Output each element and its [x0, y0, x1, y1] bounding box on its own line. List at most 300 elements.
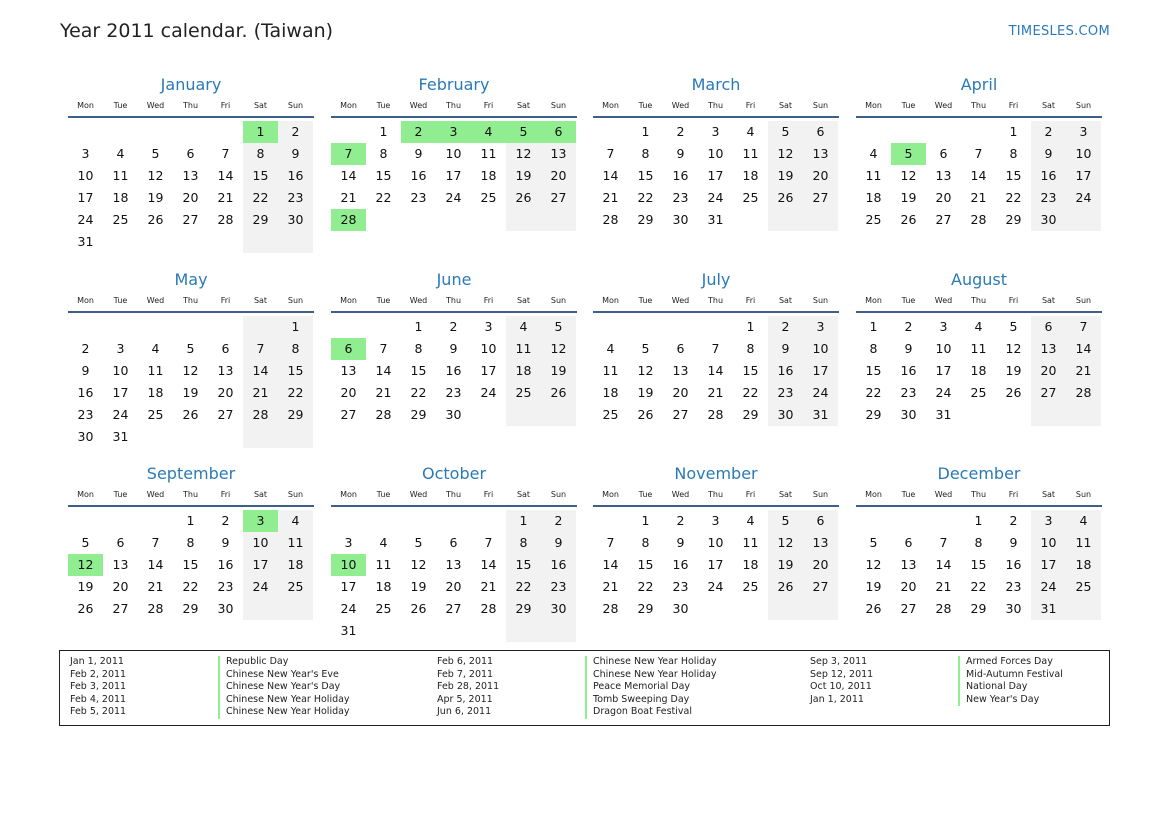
day-cell: 12	[541, 338, 576, 360]
empty-day-cell	[366, 620, 401, 642]
empty-day-cell	[103, 231, 138, 253]
day-cell: 9	[1031, 143, 1066, 165]
empty-day-cell	[138, 316, 173, 338]
weekday-label: Mon	[77, 101, 94, 110]
legend-row	[437, 669, 717, 682]
empty-day-cell	[366, 510, 401, 532]
day-cell: 22	[182, 579, 199, 594]
day-cell: 16	[672, 168, 689, 183]
day-cell: 23	[1031, 187, 1066, 209]
month-november	[593, 463, 839, 620]
weekday-label: Tue	[376, 296, 391, 305]
day-cell: 14	[480, 557, 497, 572]
day-cell: 25	[742, 579, 759, 594]
day-cell: 10	[112, 363, 129, 378]
day-cell: 8	[186, 535, 195, 550]
day-cell: 5	[151, 146, 160, 161]
day-cell: 22	[243, 187, 278, 209]
empty-day-cell	[366, 209, 401, 231]
day-cell: 28	[1066, 382, 1101, 404]
day-cell: 1	[641, 124, 650, 139]
day-cell: 19	[147, 190, 164, 205]
day-cell: 29	[410, 407, 427, 422]
empty-day-cell	[243, 426, 278, 448]
legend-row	[810, 694, 1063, 707]
day-cell: 10	[445, 146, 462, 161]
weekday-label: Tue	[113, 296, 128, 305]
holiday-date: Feb 2, 2011	[70, 668, 127, 680]
empty-day-cell	[996, 404, 1031, 426]
day-cell: 14	[602, 557, 619, 572]
weekday-label: Wed	[671, 296, 690, 305]
day-cell: 22	[375, 190, 392, 205]
day-cell: 27	[803, 576, 838, 598]
empty-day-cell	[663, 316, 698, 338]
weekday-header	[68, 488, 314, 507]
legend-row	[437, 656, 717, 669]
day-cell: 2	[449, 319, 458, 334]
day-cell: 8	[974, 535, 983, 550]
weekday-label: Tue	[376, 490, 391, 499]
month-october	[331, 463, 577, 642]
day-cell: 1	[974, 513, 983, 528]
weekday-label: Fri	[220, 101, 231, 110]
holiday-name: Tomb Sweeping Day	[585, 694, 689, 707]
day-cell: 30	[1005, 601, 1022, 616]
day-cell: 20	[900, 579, 917, 594]
day-cell: 21	[602, 579, 619, 594]
day-cell: 14	[602, 168, 619, 183]
weekday-label: Wed	[934, 490, 953, 499]
weekday-label: Sun	[287, 101, 304, 110]
weekday-label: Thu	[707, 296, 724, 305]
day-cell: 25	[865, 212, 882, 227]
day-cell: 25	[278, 576, 313, 598]
day-cell: 18	[970, 363, 987, 378]
weekday-label: Thu	[445, 490, 462, 499]
empty-day-cell	[471, 620, 506, 642]
day-cell: 13	[900, 557, 917, 572]
day-cell: 3	[1031, 510, 1066, 532]
day-cell: 26	[900, 212, 917, 227]
weekday-label: Mon	[602, 490, 619, 499]
empty-day-cell	[366, 316, 401, 338]
day-cell: 29	[637, 601, 654, 616]
day-cell: 15	[637, 168, 654, 183]
month-name: February	[418, 75, 490, 94]
month-april	[856, 74, 1102, 231]
day-cell: 3	[116, 341, 125, 356]
empty-day-cell	[506, 620, 541, 642]
day-cell: 15	[375, 168, 392, 183]
day-cell: 20	[541, 165, 576, 187]
day-cell: 26	[410, 601, 427, 616]
day-cell: 16	[541, 554, 576, 576]
weekday-label: Tue	[901, 296, 916, 305]
day-cell: 7	[484, 535, 493, 550]
day-cell: 17	[1066, 165, 1101, 187]
weekday-label: Sat	[778, 101, 793, 110]
day-cell: 22	[1005, 190, 1022, 205]
day-cell: 7	[939, 535, 948, 550]
month-march	[593, 74, 839, 231]
weekday-label: Fri	[483, 101, 494, 110]
day-cell: 4	[506, 316, 541, 338]
day-cell: 4	[278, 510, 313, 532]
holiday-day-cell: 7	[331, 143, 366, 165]
day-cell: 1	[379, 124, 388, 139]
weekday-label: Sun	[812, 296, 829, 305]
empty-day-cell	[961, 404, 996, 426]
day-cell: 8	[379, 146, 388, 161]
empty-day-cell	[506, 209, 541, 231]
weekday-header	[593, 488, 839, 507]
weekday-label: Sun	[1075, 490, 1092, 499]
weekday-label: Sat	[253, 490, 268, 499]
day-cell: 18	[865, 190, 882, 205]
weekday-label: Wed	[146, 490, 165, 499]
day-cell: 13	[1031, 338, 1066, 360]
day-cell: 25	[742, 190, 759, 205]
day-cell: 23	[445, 385, 462, 400]
day-cell: 31	[707, 212, 724, 227]
day-cell: 5	[768, 121, 803, 143]
day-cell: 30	[278, 209, 313, 231]
empty-day-cell	[471, 209, 506, 231]
empty-day-cell	[803, 598, 838, 620]
weekday-header	[331, 294, 577, 313]
day-cell: 11	[602, 363, 619, 378]
empty-day-cell	[593, 121, 628, 143]
empty-day-cell	[208, 426, 243, 448]
day-cell: 3	[1066, 121, 1101, 143]
day-cell: 5	[1009, 319, 1018, 334]
day-cell: 9	[221, 535, 230, 550]
month-name: January	[160, 75, 222, 94]
day-cell: 14	[340, 168, 357, 183]
weekday-label: Fri	[745, 296, 756, 305]
empty-day-cell	[173, 121, 208, 143]
month-name: April	[960, 75, 998, 94]
day-cell: 4	[974, 319, 983, 334]
day-cell: 6	[449, 535, 458, 550]
day-cell: 19	[182, 385, 199, 400]
day-cell: 26	[768, 576, 803, 598]
weekday-label: Sat	[516, 101, 531, 110]
day-cell: 19	[410, 579, 427, 594]
day-cell: 6	[116, 535, 125, 550]
day-cell: 19	[506, 165, 541, 187]
day-cell: 28	[147, 601, 164, 616]
weekday-label: Fri	[483, 490, 494, 499]
day-cell: 17	[1031, 554, 1066, 576]
empty-day-cell	[138, 510, 173, 532]
day-cell: 17	[445, 168, 462, 183]
empty-day-cell	[173, 316, 208, 338]
day-cell: 25	[1066, 576, 1101, 598]
holiday-legend	[59, 650, 1110, 726]
holiday-day-cell: 12	[68, 554, 103, 576]
weekday-label: Wed	[409, 101, 428, 110]
day-cell: 26	[77, 601, 94, 616]
day-cell: 15	[865, 363, 882, 378]
empty-day-cell	[173, 426, 208, 448]
weekday-label: Sat	[253, 101, 268, 110]
day-cell: 28	[935, 601, 952, 616]
day-cell: 6	[803, 510, 838, 532]
day-cell: 18	[147, 385, 164, 400]
holiday-date: Sep 3, 2011	[810, 656, 868, 667]
holiday-day-cell: 2	[401, 121, 436, 143]
empty-day-cell	[138, 121, 173, 143]
day-cell: 27	[112, 601, 129, 616]
day-cell: 20	[340, 385, 357, 400]
weekday-label: Fri	[220, 296, 231, 305]
day-cell: 23	[541, 576, 576, 598]
day-cell: 11	[1066, 532, 1101, 554]
month-july	[593, 269, 839, 426]
day-cell: 11	[278, 532, 313, 554]
day-cell: 29	[742, 407, 759, 422]
day-grid	[856, 316, 1101, 426]
day-cell: 12	[506, 143, 541, 165]
day-cell: 25	[602, 407, 619, 422]
day-cell: 8	[746, 341, 755, 356]
empty-day-cell	[278, 598, 313, 620]
day-cell: 17	[707, 168, 724, 183]
day-cell: 9	[676, 146, 685, 161]
day-cell: 2	[904, 319, 913, 334]
day-cell: 9	[541, 532, 576, 554]
day-cell: 6	[676, 341, 685, 356]
holiday-date: Feb 7, 2011	[437, 668, 494, 680]
day-cell: 9	[81, 363, 90, 378]
day-cell: 21	[243, 382, 278, 404]
month-name: November	[674, 464, 758, 483]
day-cell: 19	[77, 579, 94, 594]
day-cell: 30	[217, 601, 234, 616]
empty-day-cell	[698, 316, 733, 338]
day-cell: 3	[711, 124, 720, 139]
day-cell: 14	[375, 363, 392, 378]
day-cell: 26	[865, 601, 882, 616]
day-cell: 4	[379, 535, 388, 550]
day-cell: 19	[768, 554, 803, 576]
day-cell: 27	[182, 212, 199, 227]
empty-day-cell	[541, 620, 576, 642]
day-cell: 1	[869, 319, 878, 334]
day-cell: 5	[81, 535, 90, 550]
day-cell: 15	[970, 557, 987, 572]
holiday-date: Jan 1, 2011	[70, 656, 124, 667]
holiday-name: Chinese New Year Holiday	[585, 669, 717, 682]
day-cell: 9	[278, 143, 313, 165]
day-cell: 30	[1031, 209, 1066, 231]
empty-day-cell	[436, 209, 471, 231]
day-cell: 1	[506, 510, 541, 532]
legend-row	[70, 706, 350, 719]
empty-day-cell	[471, 510, 506, 532]
empty-day-cell	[278, 426, 313, 448]
weekday-header	[68, 99, 314, 118]
weekday-label: Sun	[1075, 101, 1092, 110]
weekday-label: Sun	[550, 490, 567, 499]
empty-day-cell	[436, 510, 471, 532]
day-cell: 25	[480, 190, 497, 205]
day-cell: 10	[243, 532, 278, 554]
day-cell: 13	[803, 532, 838, 554]
day-cell: 5	[869, 535, 878, 550]
day-cell: 12	[410, 557, 427, 572]
month-name: September	[146, 464, 236, 483]
weekday-label: Wed	[934, 296, 953, 305]
empty-day-cell	[856, 510, 891, 532]
day-cell: 20	[672, 385, 689, 400]
month-name: March	[691, 75, 741, 94]
day-cell: 14	[1066, 338, 1101, 360]
weekday-label: Sun	[550, 296, 567, 305]
weekday-label: Sat	[516, 490, 531, 499]
day-cell: 27	[935, 212, 952, 227]
weekday-label: Fri	[1008, 101, 1019, 110]
day-cell: 22	[865, 385, 882, 400]
day-cell: 9	[414, 146, 423, 161]
weekday-label: Mon	[602, 296, 619, 305]
holiday-date: Jan 1, 2011	[810, 693, 864, 705]
holiday-name: Armed Forces Day	[958, 656, 1053, 669]
weekday-label: Tue	[901, 101, 916, 110]
weekday-label: Fri	[220, 490, 231, 499]
empty-day-cell	[541, 209, 576, 231]
day-cell: 19	[541, 360, 576, 382]
day-cell: 12	[865, 557, 882, 572]
empty-day-cell	[401, 209, 436, 231]
day-cell: 17	[707, 557, 724, 572]
weekday-label: Mon	[340, 490, 357, 499]
day-cell: 7	[221, 146, 230, 161]
holiday-date: Apr 5, 2011	[437, 693, 493, 705]
day-cell: 14	[935, 557, 952, 572]
day-cell: 8	[278, 338, 313, 360]
day-cell: 30	[768, 404, 803, 426]
day-cell: 3	[939, 319, 948, 334]
day-cell: 13	[672, 363, 689, 378]
day-cell: 5	[186, 341, 195, 356]
weekday-label: Wed	[671, 490, 690, 499]
weekday-header	[68, 294, 314, 313]
weekday-label: Wed	[409, 296, 428, 305]
weekday-label: Sun	[287, 296, 304, 305]
day-cell: 7	[151, 535, 160, 550]
weekday-label: Mon	[602, 101, 619, 110]
day-cell: 22	[970, 579, 987, 594]
day-cell: 16	[672, 557, 689, 572]
holiday-date: Jun 6, 2011	[437, 706, 492, 718]
day-cell: 7	[606, 535, 615, 550]
day-cell: 28	[602, 212, 619, 227]
day-cell: 31	[803, 404, 838, 426]
weekday-label: Mon	[340, 101, 357, 110]
holiday-name: Republic Day	[218, 656, 288, 669]
empty-day-cell	[541, 404, 576, 426]
empty-day-cell	[733, 598, 768, 620]
empty-day-cell	[698, 598, 733, 620]
day-cell: 7	[379, 341, 388, 356]
day-cell: 22	[637, 579, 654, 594]
day-cell: 5	[541, 316, 576, 338]
day-cell: 9	[676, 535, 685, 550]
day-cell: 11	[742, 535, 759, 550]
day-cell: 14	[970, 168, 987, 183]
day-grid	[593, 121, 838, 231]
legend-row	[437, 681, 717, 694]
day-cell: 30	[77, 429, 94, 444]
holiday-day-cell: 1	[243, 121, 278, 143]
day-cell: 21	[970, 190, 987, 205]
day-cell: 23	[900, 385, 917, 400]
day-cell: 21	[935, 579, 952, 594]
day-cell: 17	[935, 363, 952, 378]
holiday-day-cell: 4	[471, 121, 506, 143]
empty-day-cell	[506, 404, 541, 426]
holiday-date: Sep 12, 2011	[810, 668, 874, 680]
day-cell: 20	[803, 165, 838, 187]
month-name: August	[951, 270, 1007, 289]
day-cell: 29	[278, 404, 313, 426]
day-cell: 20	[1031, 360, 1066, 382]
day-cell: 9	[768, 338, 803, 360]
day-cell: 6	[1031, 316, 1066, 338]
weekday-label: Sun	[812, 490, 829, 499]
month-name: June	[436, 270, 472, 289]
day-cell: 16	[278, 165, 313, 187]
day-cell: 25	[147, 407, 164, 422]
day-cell: 25	[375, 601, 392, 616]
day-cell: 29	[243, 209, 278, 231]
day-cell: 5	[414, 535, 423, 550]
day-cell: 14	[243, 360, 278, 382]
day-cell: 23	[410, 190, 427, 205]
day-cell: 26	[637, 407, 654, 422]
weekday-label: Sat	[253, 296, 268, 305]
legend-column-3	[810, 656, 1063, 706]
day-cell: 2	[1009, 513, 1018, 528]
day-cell: 29	[970, 601, 987, 616]
day-cell: 9	[904, 341, 913, 356]
brand-link[interactable]: TIMESLES.COM	[1008, 24, 1110, 39]
empty-day-cell	[208, 316, 243, 338]
day-cell: 18	[1066, 554, 1101, 576]
day-grid	[856, 510, 1101, 620]
weekday-label: Wed	[671, 101, 690, 110]
day-cell: 2	[768, 316, 803, 338]
holiday-day-cell: 10	[331, 554, 366, 576]
weekday-header	[856, 294, 1102, 313]
holiday-name: Chinese New Year's Day	[218, 681, 340, 694]
day-cell: 15	[243, 165, 278, 187]
legend-row	[70, 669, 350, 682]
day-cell: 23	[77, 407, 94, 422]
day-cell: 20	[217, 385, 234, 400]
day-cell: 26	[147, 212, 164, 227]
day-cell: 31	[1031, 598, 1066, 620]
weekday-header	[593, 294, 839, 313]
holiday-date: Feb 3, 2011	[70, 681, 127, 693]
day-cell: 23	[278, 187, 313, 209]
day-cell: 10	[803, 338, 838, 360]
holiday-name: New Year's Day	[958, 694, 1039, 707]
empty-day-cell	[436, 620, 471, 642]
